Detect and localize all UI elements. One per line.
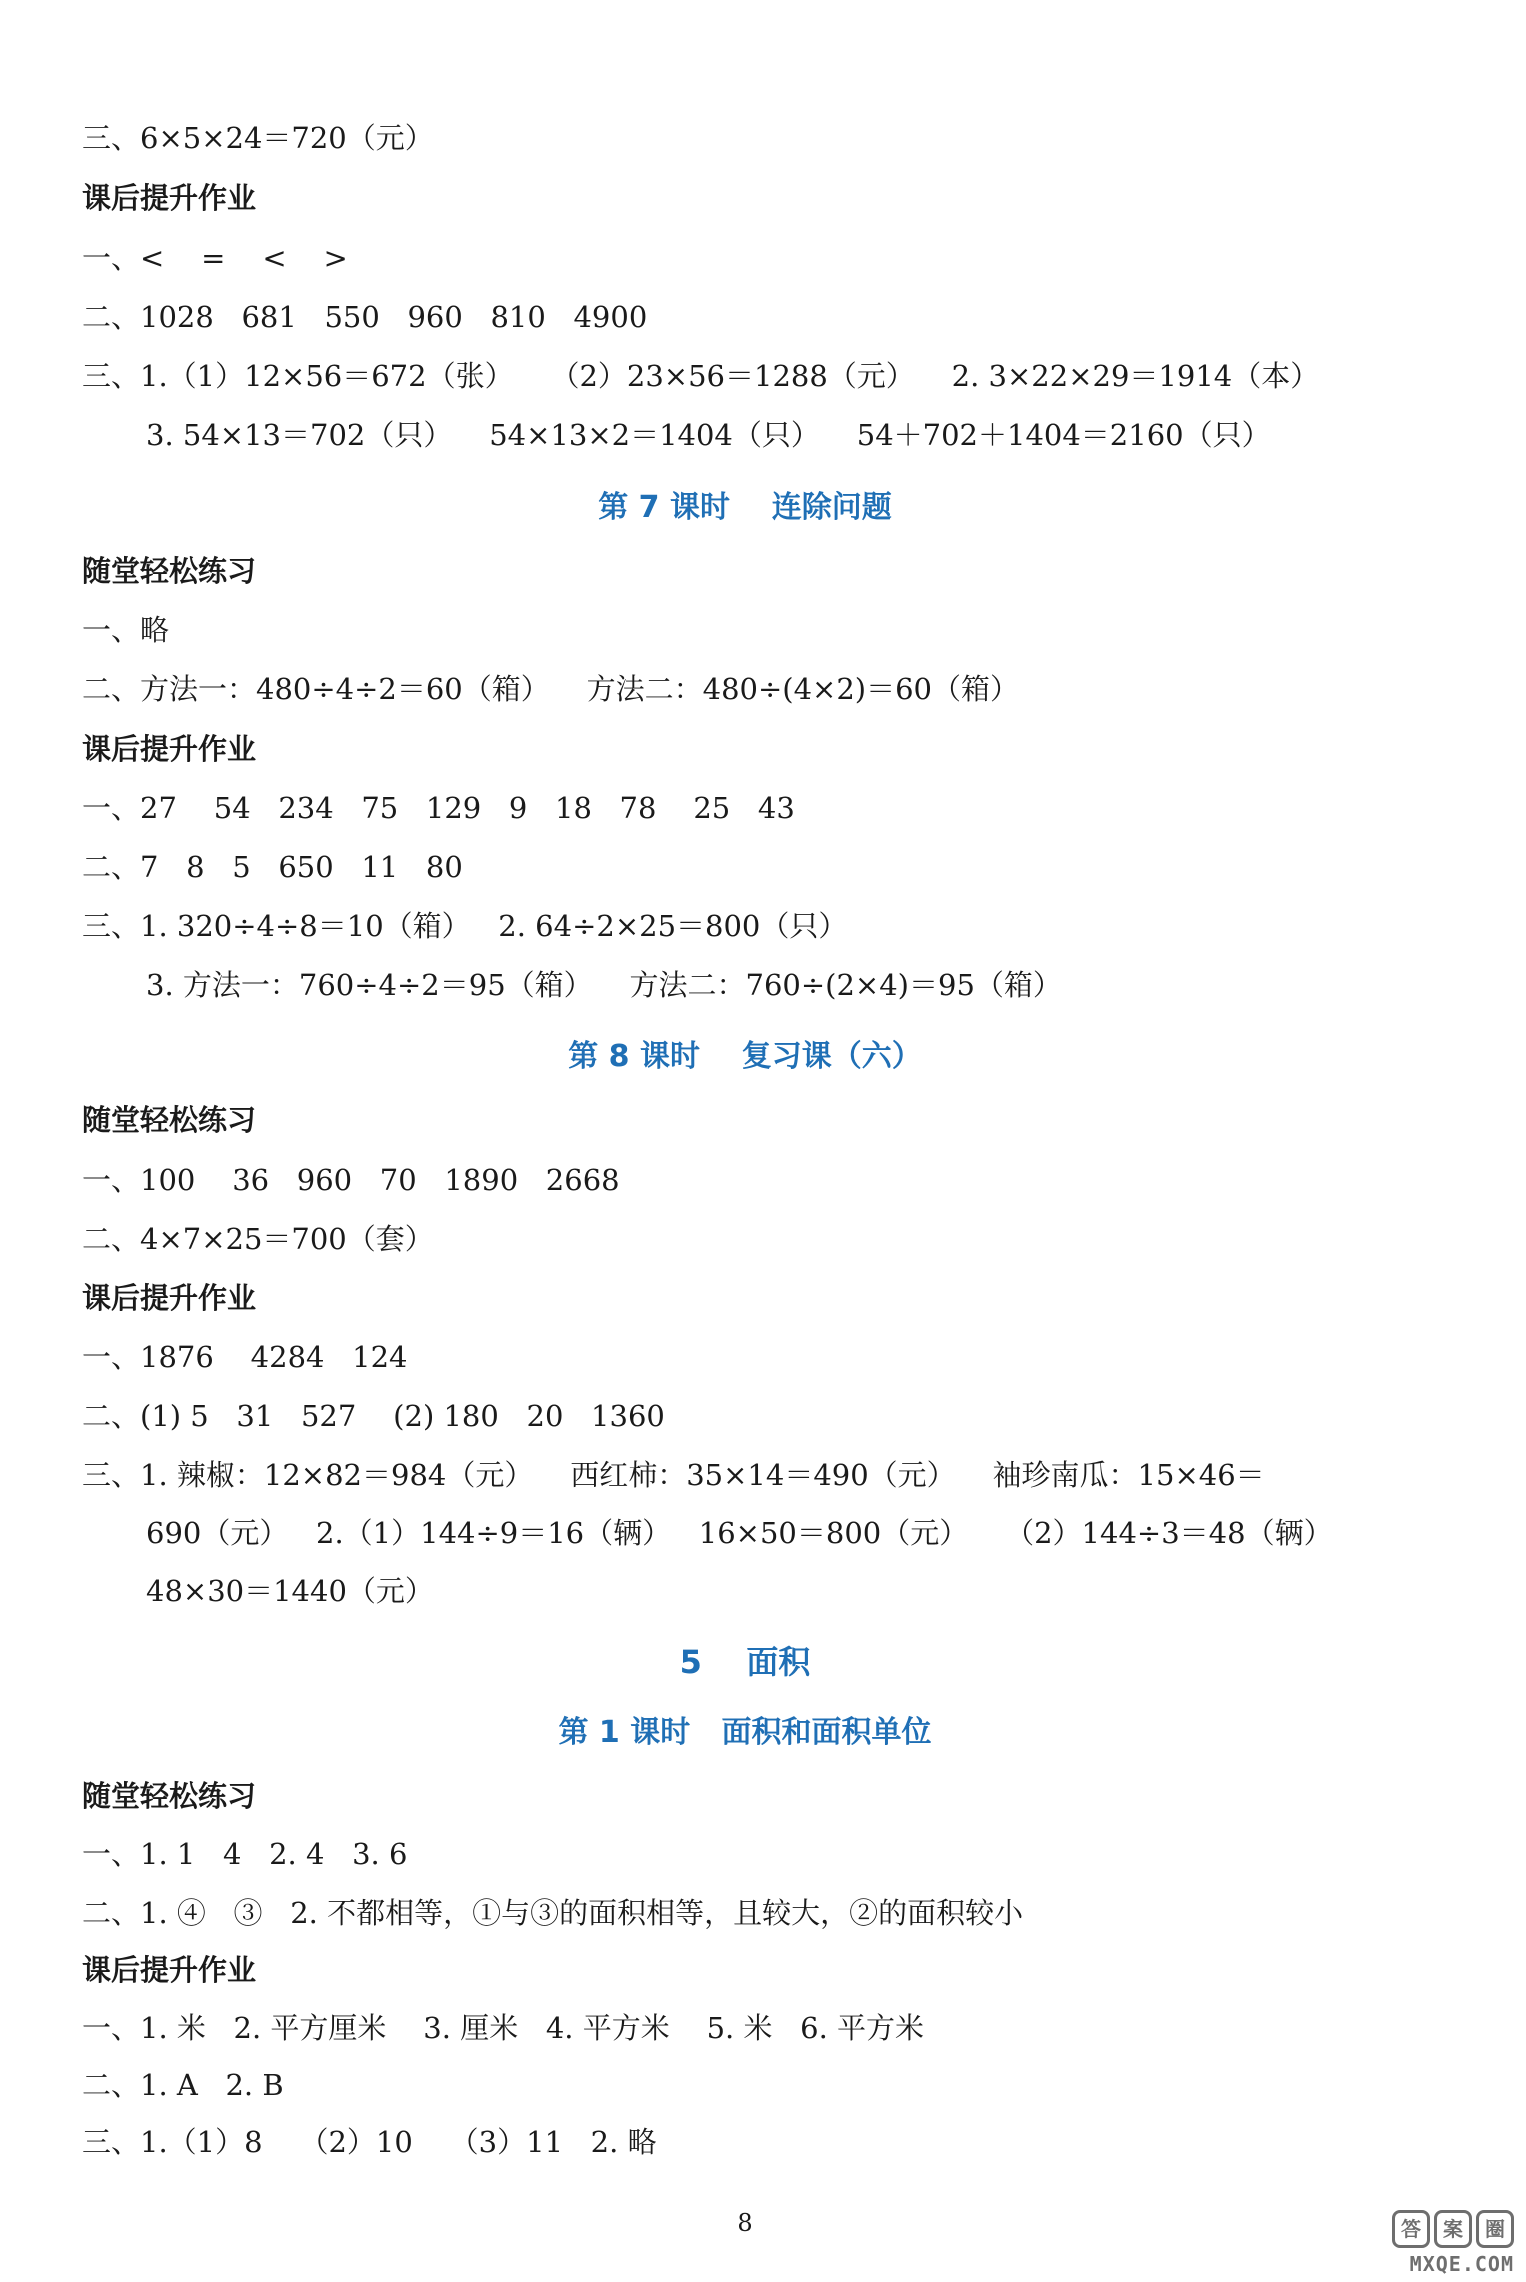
answer-line: 二、方法一：480÷4÷2＝60（箱） 方法二：480÷(4×2)＝60（箱） [82,672,1020,706]
answer-line: 一、1876 4284 124 [82,1340,408,1374]
unit-title: 5 面积 [679,1643,811,1681]
answer-line: 二、1. A 2. B [82,2068,284,2102]
section-heading: 随堂轻松练习 [82,1103,257,1137]
lesson-title: 第 8 课时 复习课（六） [568,1039,922,1074]
answer-line: 3. 54×13＝702（只） 54×13×2＝1404（只） 54＋702＋1404＝2160（只） [146,418,1271,452]
section-heading: 课后提升作业 [82,1281,257,1315]
answer-line: 二、(1) 5 31 527 (2) 180 20 1360 [82,1399,665,1433]
answer-line: 一、1. 1 4 2. 4 3. 6 [82,1837,408,1871]
watermark [1344,2210,1514,2276]
section-heading: 课后提升作业 [82,1953,257,1987]
answer-line: 一、100 36 960 70 1890 2668 [82,1163,620,1197]
answer-line: 690（元） 2.（1）144÷9＝16（辆） 16×50＝800（元） （2）144÷3＝48（辆） [146,1516,1333,1550]
watermark-logo [1344,2210,1514,2252]
answer-line: 三、1. 辣椒：12×82＝984（元） 西红柿：35×14＝490（元） 袖珍南瓜：15×46＝ [82,1458,1265,1492]
page-number: 8 [737,2209,753,2237]
answer-line: 二、1. ④ ③ 2. 不都相等，①与③的面积相等，且较大，②的面积较小 [82,1896,1024,1930]
answer-line: 二、7 8 5 650 11 80 [82,850,463,884]
answer-line: 三、1.（1）12×56＝672（张） （2）23×56＝1288（元） 2. 3×22×29＝1914（本） [82,359,1320,393]
section-heading: 随堂轻松练习 [82,1779,257,1813]
answer-line: 二、1028 681 550 960 810 4900 [82,300,648,334]
answer-line: 三、1. 320÷4÷8＝10（箱） 2. 64÷2×25＝800（只） [82,909,848,943]
lesson-title: 第 7 课时 连除问题 [598,490,892,525]
watermark-logo-char: 案 [1434,2210,1472,2248]
answer-line: 一、27 54 234 75 129 9 18 78 25 43 [82,791,795,825]
answer-line: 一、1. 米 2. 平方厘米 3. 厘米 4. 平方米 5. 米 6. 平方米 [82,2011,925,2045]
section-heading: 课后提升作业 [82,732,257,766]
section-heading: 随堂轻松练习 [82,554,257,588]
answer-line: 三、6×5×24＝720（元） [82,121,434,155]
section-heading: 课后提升作业 [82,181,257,215]
watermark-logo-char: 圈 [1476,2210,1514,2248]
answer-line: 3. 方法一：760÷4÷2＝95（箱） 方法二：760÷(2×4)＝95（箱） [146,968,1062,1002]
answer-line: 二、4×7×25＝700（套） [82,1222,434,1256]
answer-line: 三、1.（1）8 （2）10 （3）11 2. 略 [82,2125,657,2159]
answer-line: 一、< = < > [82,241,348,275]
watermark-logo-char: 答 [1392,2210,1430,2248]
answer-line: 48×30＝1440（元） [146,1574,434,1608]
lesson-title: 第 1 课时 面积和面积单位 [558,1715,932,1750]
answer-line: 一、略 [82,613,170,647]
watermark-url: MXQE.COM [1409,2252,1514,2276]
